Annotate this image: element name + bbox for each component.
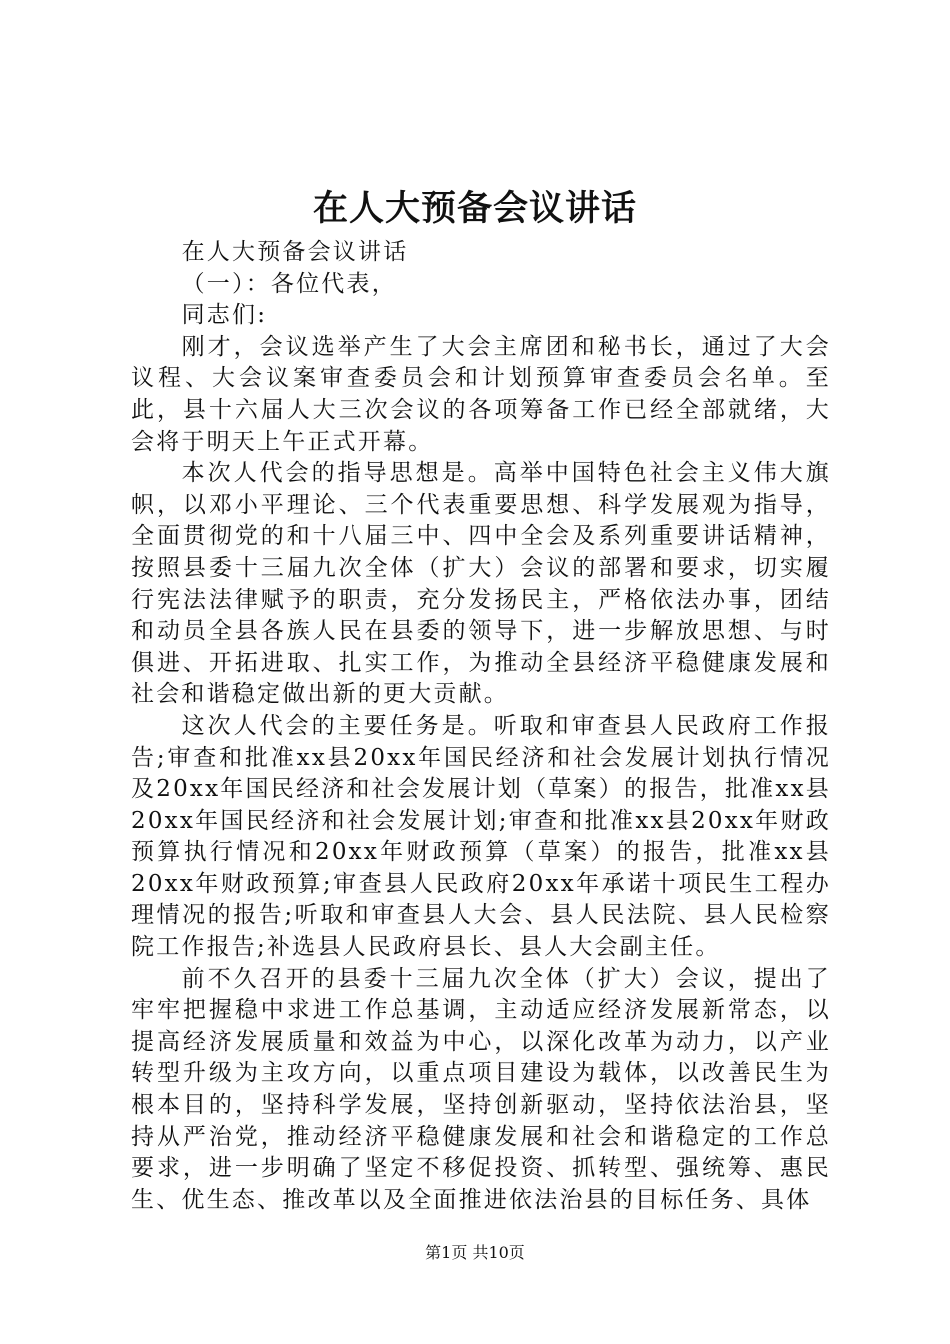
- document-body: [131, 237, 831, 1216]
- paragraph: 在人大预备会议讲话: [181, 239, 409, 265]
- paragraph: 这次人代会的主要任务是。听取和审查县人民政府工作报告;审查和批准xx县20xx年国民经济和社会发展计划执行情况及20xx年国民经济和社会发展计划（草案）的报告，批准xx县20xx年国民经济和社会发展计划;审查和批准xx县20xx年财政预算执行情况和20xx年财政预算（草案）的报告，批准xx县20xx年财政预算;审查县人民政府20xx年承诺十项民生工程办理情况的报告;听取和审查县人大会、县人民法院、县人民检察院工作报告;补选县人民政府县长、县人大会副主任。: [131, 712, 831, 961]
- paragraph: （一）：各位代表，: [181, 270, 397, 297]
- paragraph: 刚才，会议选举产生了大会主席团和秘书长，通过了大会议程、大会议案审查委员会和计划预算审查委员会名单。至此，县十六届人大三次会议的各项筹备工作已经全部就绪，大会将于明天上午正式开幕。: [131, 333, 831, 455]
- paragraph: 同志们:: [181, 302, 268, 329]
- paragraph: 本次人代会的指导思想是。高举中国特色社会主义伟大旗帜，以邓小平理论、三个代表重要思想、科学发展观为指导，全面贯彻党的和十八届三中、四中全会及系列重要讲话精神，按照县委十三届九次全体（扩大）会议的部署和要求，切实履行宪法法律赋予的职责，充分发扬民主，严格依法办事，团结和动员全县各族人民在县委的领导下，进一步解放思想、与时俱进、开拓进取、扎实工作，为推动全县经济平稳健康发展和社会和谐稳定做出新的更大贡献。: [131, 460, 831, 708]
- paragraph: 前不久召开的县委十三届九次全体（扩大）会议，提出了牢牢把握稳中求进工作总基调，主动适应经济发展新常态，以提高经济发展质量和效益为中心，以深化改革为动力，以产业转型升级为主攻方向，以重点项目建设为载体，以改善民生为根本目的，坚持科学发展，坚持创新驱动，坚持依法治县，坚持从严治党，推动经济平稳健康发展和社会和谐稳定的工作总要求，进一步明确了坚定不移促投资、抓转型、强统筹、惠民生、优生态、推改革以及全面推进依法治县的目标任务、具体: [131, 965, 831, 1213]
- page-footer: 第1页 共10页: [425, 1243, 525, 1262]
- document-title: 在人大预备会议讲话: [312, 188, 637, 229]
